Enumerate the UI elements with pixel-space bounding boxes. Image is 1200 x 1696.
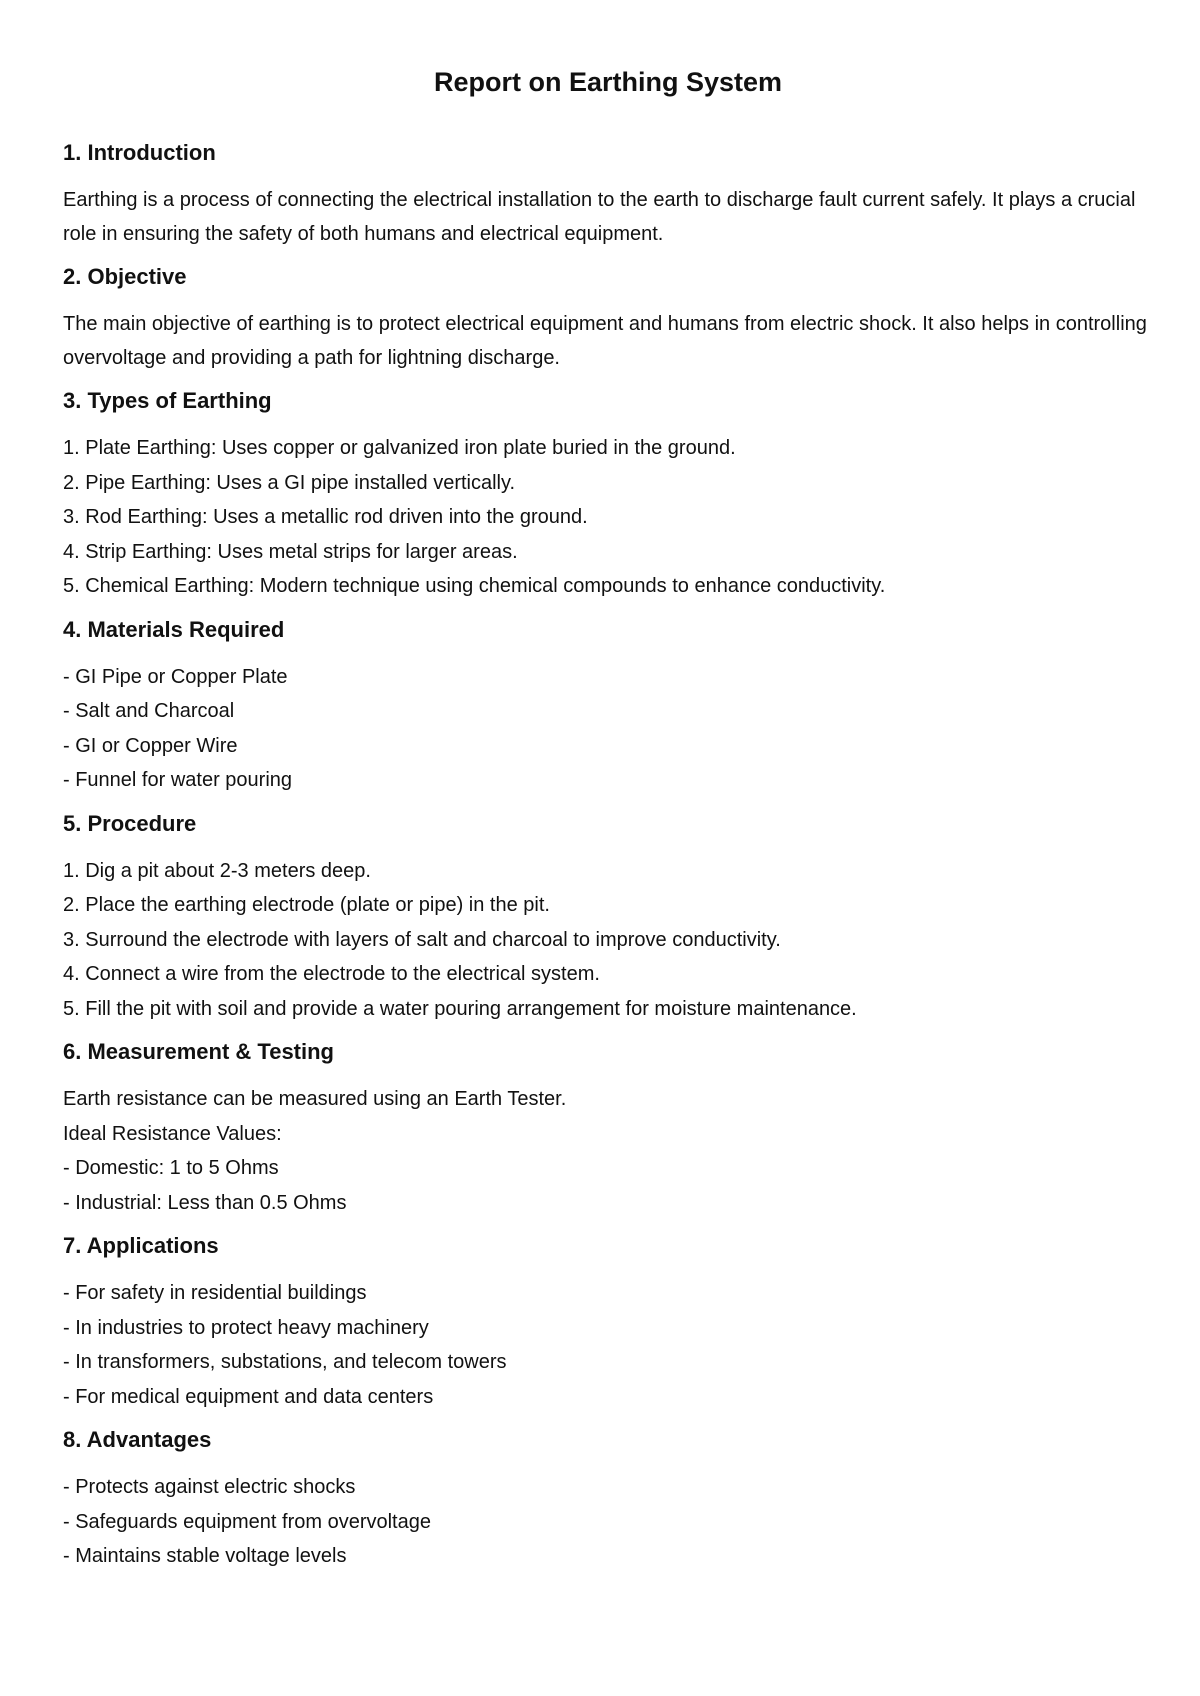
list-item: - For safety in residential buildings [63,1282,367,1304]
list-item: - In industries to protect heavy machinery [63,1316,429,1339]
report-page [63,62,1153,1584]
advantages-list [63,1470,1153,1574]
section-paragraph: Earthing is a process of connecting the electrical installation to the earth to discharge fault current safely. It plays a crucial role in ensuring the safety of both humans and electrical equipment. [63,189,1136,245]
list-item: - Protects against electric shocks [63,1476,356,1498]
types-list [63,431,1153,604]
section-heading: 2. Objective [63,264,187,289]
list-item: Earth resistance can be measured using an Earth Tester. [63,1088,567,1110]
list-item: - Domestic: 1 to 5 Ohms [63,1157,279,1179]
list-item: 4. Connect a wire from the electrode to the electrical system. [63,963,600,985]
section-types [63,385,1153,604]
list-item: 3. Surround the electrode with layers of salt and charcoal to improve conductivity. [63,928,781,951]
list-item: - GI Pipe or Copper Plate [63,665,288,688]
list-item: Ideal Resistance Values: [63,1122,282,1145]
section-procedure [63,808,1153,1027]
section-applications [63,1230,1153,1414]
section-heading: 8. Advantages [63,1427,212,1452]
list-item: 1. Dig a pit about 2-3 meters deep. [63,859,371,882]
list-item: - Industrial: Less than 0.5 Ohms [63,1191,347,1214]
list-item: - Safeguards equipment from overvoltage [63,1510,431,1533]
list-item: 4. Strip Earthing: Uses metal strips for larger areas. [63,540,518,563]
section-advantages [63,1424,1153,1574]
list-item: 1. Plate Earthing: Uses copper or galvanized iron plate buried in the ground. [63,437,736,459]
list-item: - Funnel for water pouring [63,769,293,791]
procedure-list [63,854,1153,1027]
materials-list [63,660,1153,798]
list-item: - Maintains stable voltage levels [63,1545,347,1567]
section-objective [63,261,1153,375]
list-item: - GI or Copper Wire [63,734,238,757]
list-item: 5. Fill the pit with soil and provide a water pouring arrangement for moisture maintenance. [63,997,857,1020]
measurement-list [63,1082,1153,1220]
list-item: - For medical equipment and data centers [63,1385,434,1408]
list-item: 5. Chemical Earthing: Modern technique using chemical compounds to enhance conductivity. [63,575,886,597]
list-item: 3. Rod Earthing: Uses a metallic rod driven into the ground. [63,506,588,528]
list-item: - Salt and Charcoal [63,700,235,722]
section-paragraph: The main objective of earthing is to protect electrical equipment and humans from electric shock. It also helps in controlling overvoltage and providing a path for lightning discharge. [63,313,1147,369]
list-item: - In transformers, substations, and telecom towers [63,1351,507,1373]
section-heading: 6. Measurement & Testing [63,1039,334,1064]
section-heading: 3. Types of Earthing [63,388,272,413]
section-heading: 4. Materials Required [63,616,285,642]
applications-list [63,1276,1153,1414]
list-item: 2. Pipe Earthing: Uses a GI pipe installed vertically. [63,471,516,494]
section-materials [63,614,1153,798]
section-heading: 5. Procedure [63,810,197,836]
section-introduction [63,137,1153,251]
list-item: 2. Place the earthing electrode (plate or pipe) in the pit. [63,894,550,916]
section-measurement [63,1036,1153,1220]
report-title: Report on Earthing System [433,67,783,97]
section-heading: 7. Applications [63,1233,219,1258]
section-heading: 1. Introduction [63,140,216,165]
